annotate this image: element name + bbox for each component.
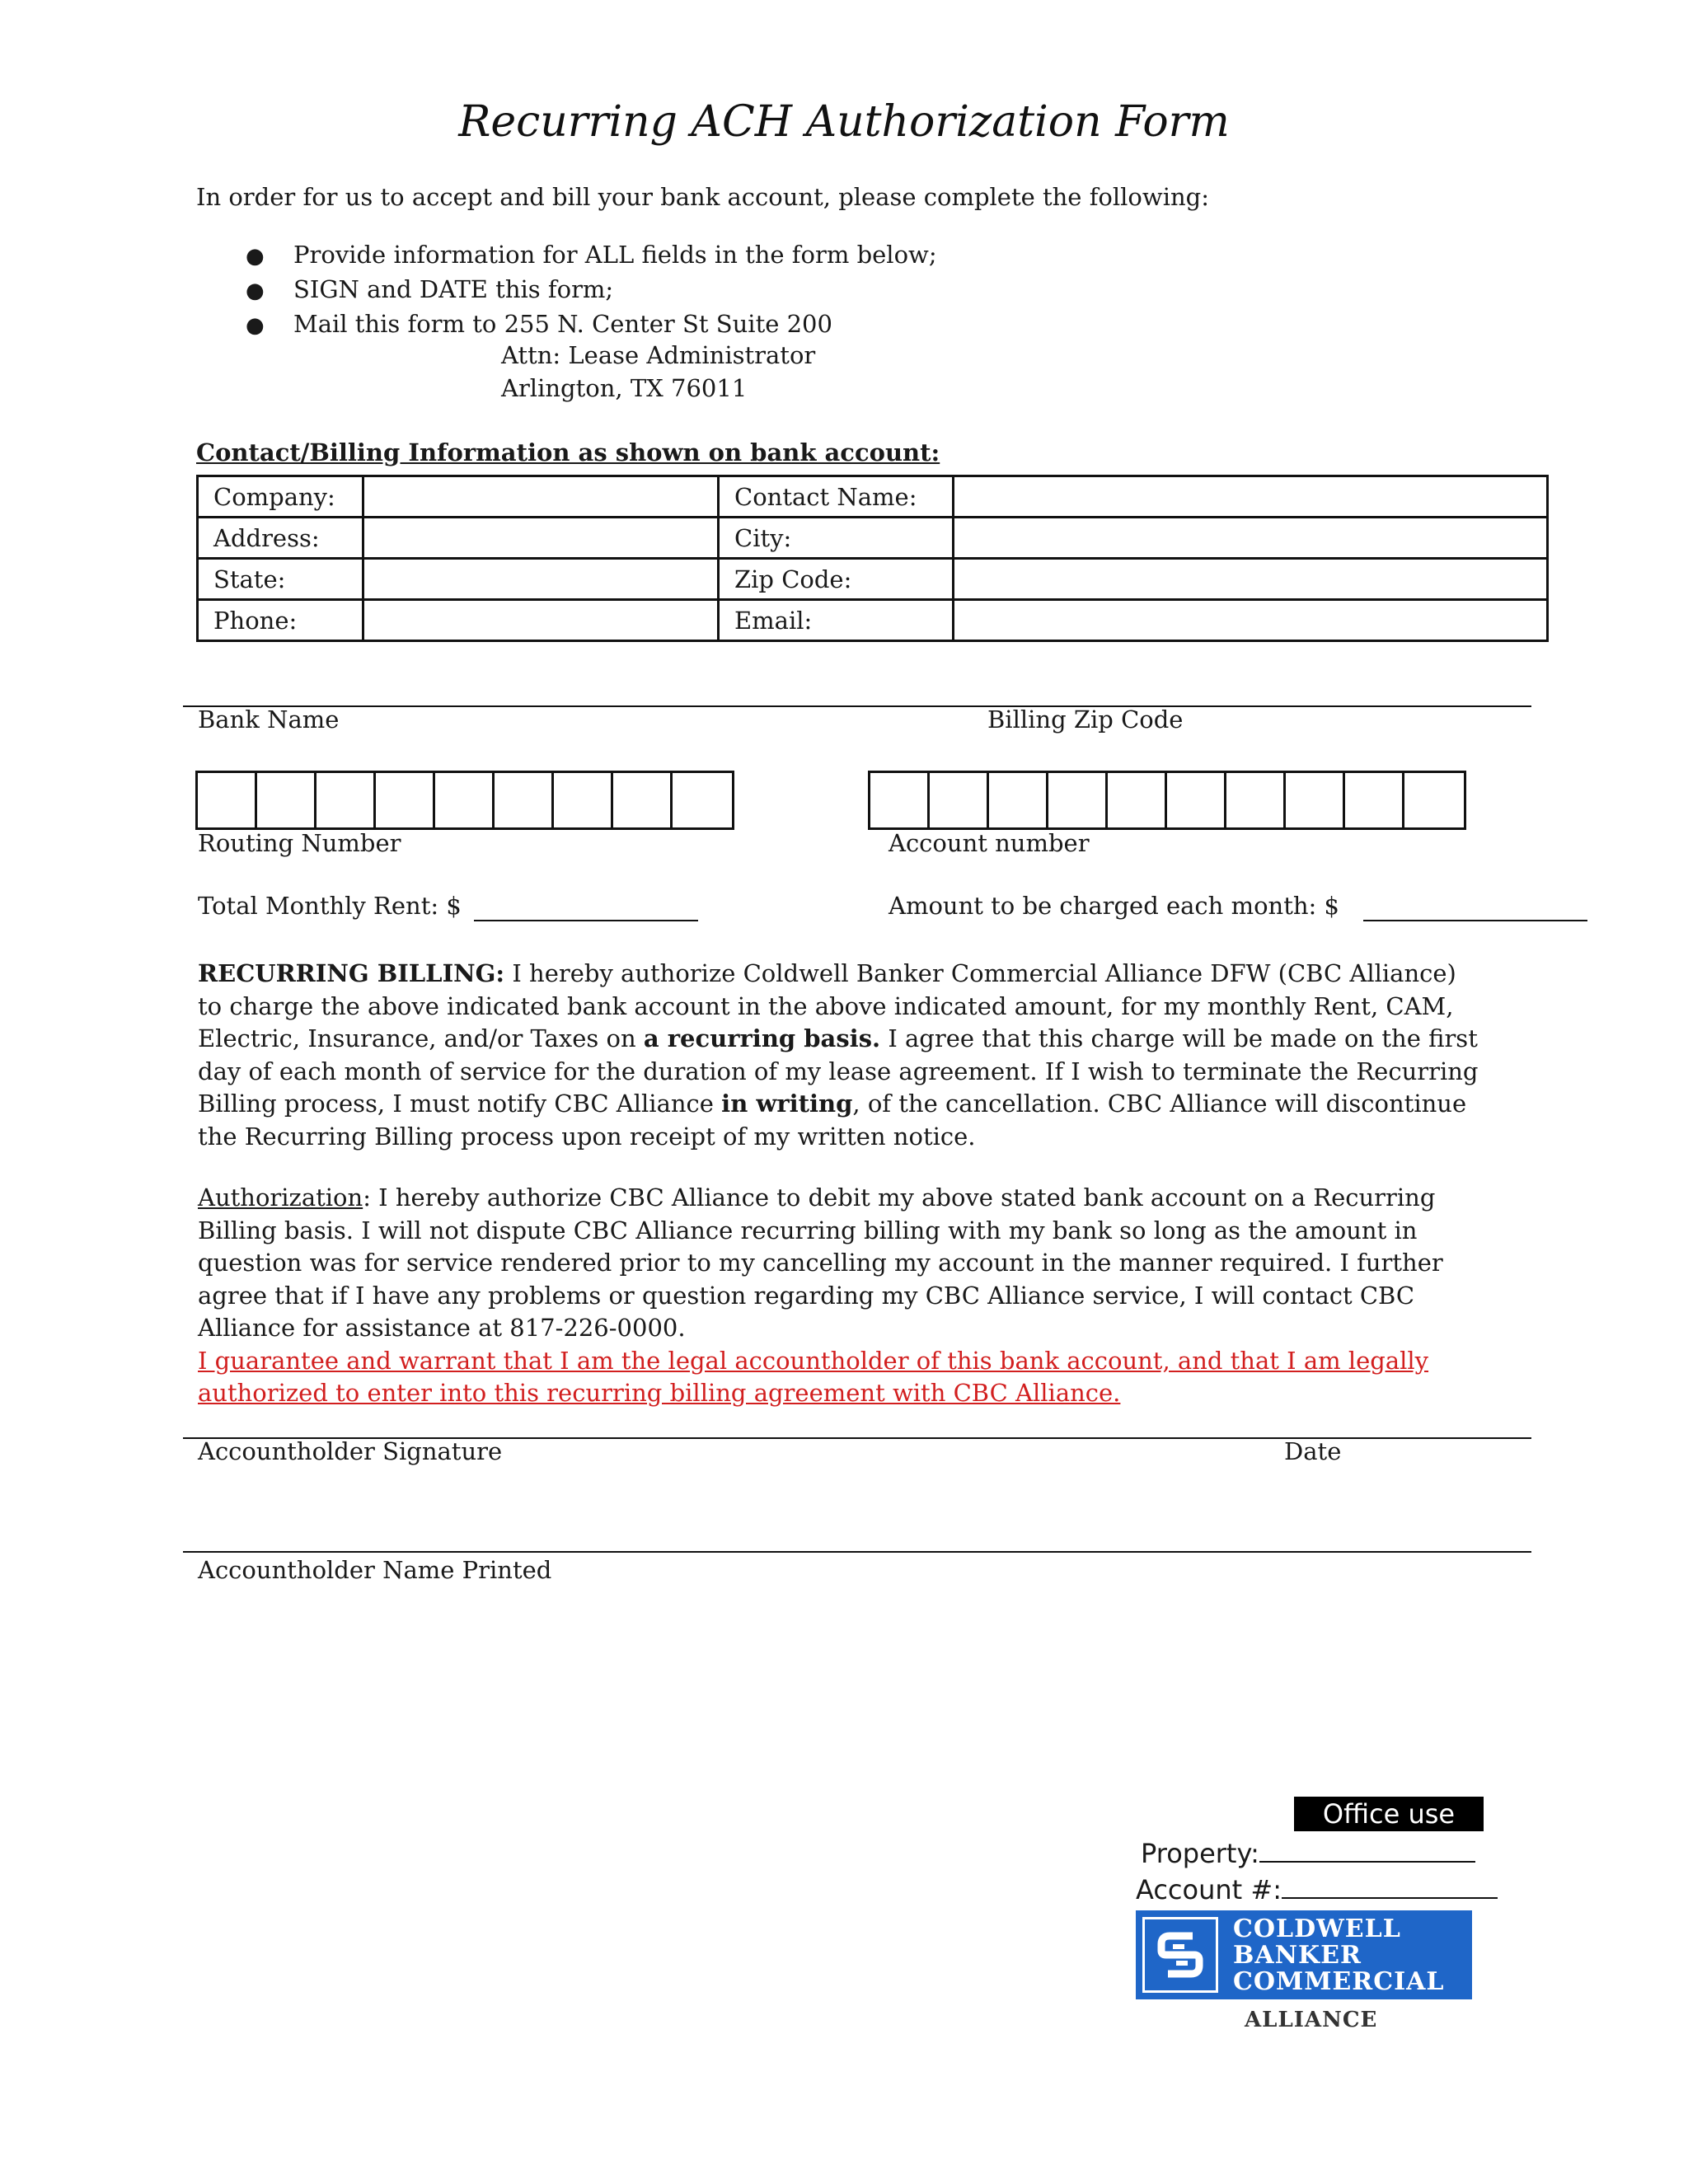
table-row <box>198 518 1548 559</box>
recurring-emphasis: in writing <box>721 1090 853 1118</box>
logo-text-commercial: COMMERCIAL <box>1233 1967 1445 1996</box>
authorization-paragraph <box>198 1182 1484 1410</box>
name-printed-label: Accountholder Name Printed <box>198 1556 552 1584</box>
recurring-text: , of the cancellation. CBC Alliance will discontinue the Recurring Billing process upon receipt of my written notice. <box>198 1090 1467 1151</box>
zip-code-field[interactable] <box>954 559 1548 600</box>
signature-label: Accountholder Signature <box>198 1437 503 1465</box>
routing-digit-box[interactable] <box>435 773 495 827</box>
property-row <box>1141 1836 1475 1869</box>
account-digit-box[interactable] <box>870 773 930 827</box>
mail-city: Arlington, TX 76011 <box>501 374 748 402</box>
account-digit-box[interactable] <box>930 773 989 827</box>
intro-text: In order for us to accept and bill your bank account, please complete the following: <box>196 183 1210 211</box>
account-digit-box[interactable] <box>989 773 1048 827</box>
table-row <box>198 600 1548 641</box>
zip-code-label: Zip Code: <box>719 559 954 600</box>
office-use-badge: Office use only <box>1294 1797 1484 1831</box>
billing-zip-label: Billing Zip Code <box>987 705 1184 733</box>
recurring-text: I hereby authorize Coldwell Banker Commercial Alliance DFW (CBC Alliance) to charge the above indicated bank account in the above indicated amount, for my monthly Rent, CAM, Electric, Insurance, and/or Taxes on <box>198 959 1456 1052</box>
logo-text-alliance: ALLIANCE <box>1245 2008 1378 2032</box>
amount-charged-label: Amount to be charged each month: $ <box>889 892 1339 920</box>
contact-table <box>196 475 1549 642</box>
total-rent-label: Total Monthly Rent: $ <box>198 892 462 920</box>
routing-digit-box[interactable] <box>376 773 435 827</box>
company-logo <box>1136 1910 1472 1999</box>
guarantee-text: I guarantee and warrant that I am the legal accountholder of this bank account, and that I am legally authorized to enter into this recurring billing agreement with CBC Alliance. <box>198 1346 1429 1407</box>
mail-attn: Attn: Lease Administrator <box>501 341 816 369</box>
date-label: Date <box>1284 1437 1342 1465</box>
table-row <box>198 559 1548 600</box>
account-digit-box[interactable] <box>1108 773 1167 827</box>
routing-digit-box[interactable] <box>198 773 257 827</box>
account-number-boxes[interactable] <box>868 771 1466 830</box>
bank-name-label: Bank Name <box>198 705 340 733</box>
account-label: Account #: <box>1136 1874 1282 1905</box>
city-label: City: <box>719 518 954 559</box>
property-label: Property: <box>1141 1838 1259 1869</box>
bullet-item: Provide information for ALL fields in the form below; <box>293 241 937 269</box>
bullet-dot: ● <box>246 244 265 269</box>
authorization-text: : I hereby authorize CBC Alliance to debit my above stated bank account on a Recurring Billing basis. I will not dispute CBC Alliance recurring billing with my bank so long as the amount in question was for service rendered prior to my cancelling my account in the manner required. I further agree that if I have any problems or question regarding my CBC Alliance service, I will contact CBC Alliance for assistance at 817-226-0000. <box>198 1183 1443 1342</box>
bank-name-line[interactable] <box>183 705 1531 707</box>
bullet-item: Mail this form to 255 N. Center St Suite 200 <box>293 310 832 338</box>
email-field[interactable] <box>954 600 1548 641</box>
routing-number-boxes[interactable] <box>195 771 734 830</box>
account-digit-box[interactable] <box>1167 773 1226 827</box>
city-field[interactable] <box>954 518 1548 559</box>
name-printed-line[interactable] <box>183 1551 1531 1553</box>
contact-name-label: Contact Name: <box>719 476 954 518</box>
phone-label: Phone: <box>198 600 363 641</box>
company-label: Company: <box>198 476 363 518</box>
bullet-dot: ● <box>246 313 265 338</box>
contact-name-field[interactable] <box>954 476 1548 518</box>
form-title: Recurring ACH Authorization Form <box>458 97 1230 147</box>
routing-digit-box[interactable] <box>495 773 554 827</box>
company-field[interactable] <box>363 476 719 518</box>
table-row <box>198 476 1548 518</box>
amount-charged-field[interactable] <box>1363 920 1587 921</box>
routing-digit-box[interactable] <box>554 773 613 827</box>
state-field[interactable] <box>363 559 719 600</box>
account-digit-box[interactable] <box>1404 773 1464 827</box>
account-digit-box[interactable] <box>1048 773 1108 827</box>
routing-digit-box[interactable] <box>613 773 673 827</box>
bullet-item: SIGN and DATE this form; <box>293 275 614 303</box>
recurring-text: I agree that this charge will be made on the first day of each month of service for the duration of my lease agreement. If I wish to terminate the Recurring Billing process, I must notify CBC Alliance <box>198 1024 1479 1118</box>
recurring-emphasis: a recurring basis. <box>643 1024 881 1052</box>
authorization-heading: Authorization <box>198 1183 363 1212</box>
logo-emblem-icon <box>1142 1917 1218 1993</box>
address-field[interactable] <box>363 518 719 559</box>
total-rent-field[interactable] <box>474 920 698 921</box>
recurring-billing-heading: RECURRING BILLING: <box>198 959 505 987</box>
routing-digit-box[interactable] <box>316 773 376 827</box>
account-row <box>1136 1872 1498 1905</box>
property-field[interactable] <box>1259 1836 1475 1863</box>
account-digit-box[interactable] <box>1345 773 1404 827</box>
account-number-label: Account number <box>889 829 1090 857</box>
account-digit-box[interactable] <box>1226 773 1286 827</box>
recurring-billing-paragraph <box>198 958 1484 1153</box>
phone-field[interactable] <box>363 600 719 641</box>
contact-section-heading: Contact/Billing Information as shown on bank account: <box>196 438 940 466</box>
routing-number-label: Routing Number <box>198 829 401 857</box>
address-label: Address: <box>198 518 363 559</box>
email-label: Email: <box>719 600 954 641</box>
routing-digit-box[interactable] <box>257 773 316 827</box>
logo-text-banker: BANKER <box>1233 1941 1362 1970</box>
state-label: State: <box>198 559 363 600</box>
account-field[interactable] <box>1282 1872 1498 1899</box>
account-digit-box[interactable] <box>1286 773 1345 827</box>
routing-digit-box[interactable] <box>673 773 732 827</box>
logo-text-coldwell: COLDWELL <box>1233 1915 1401 1943</box>
bullet-dot: ● <box>246 279 265 303</box>
